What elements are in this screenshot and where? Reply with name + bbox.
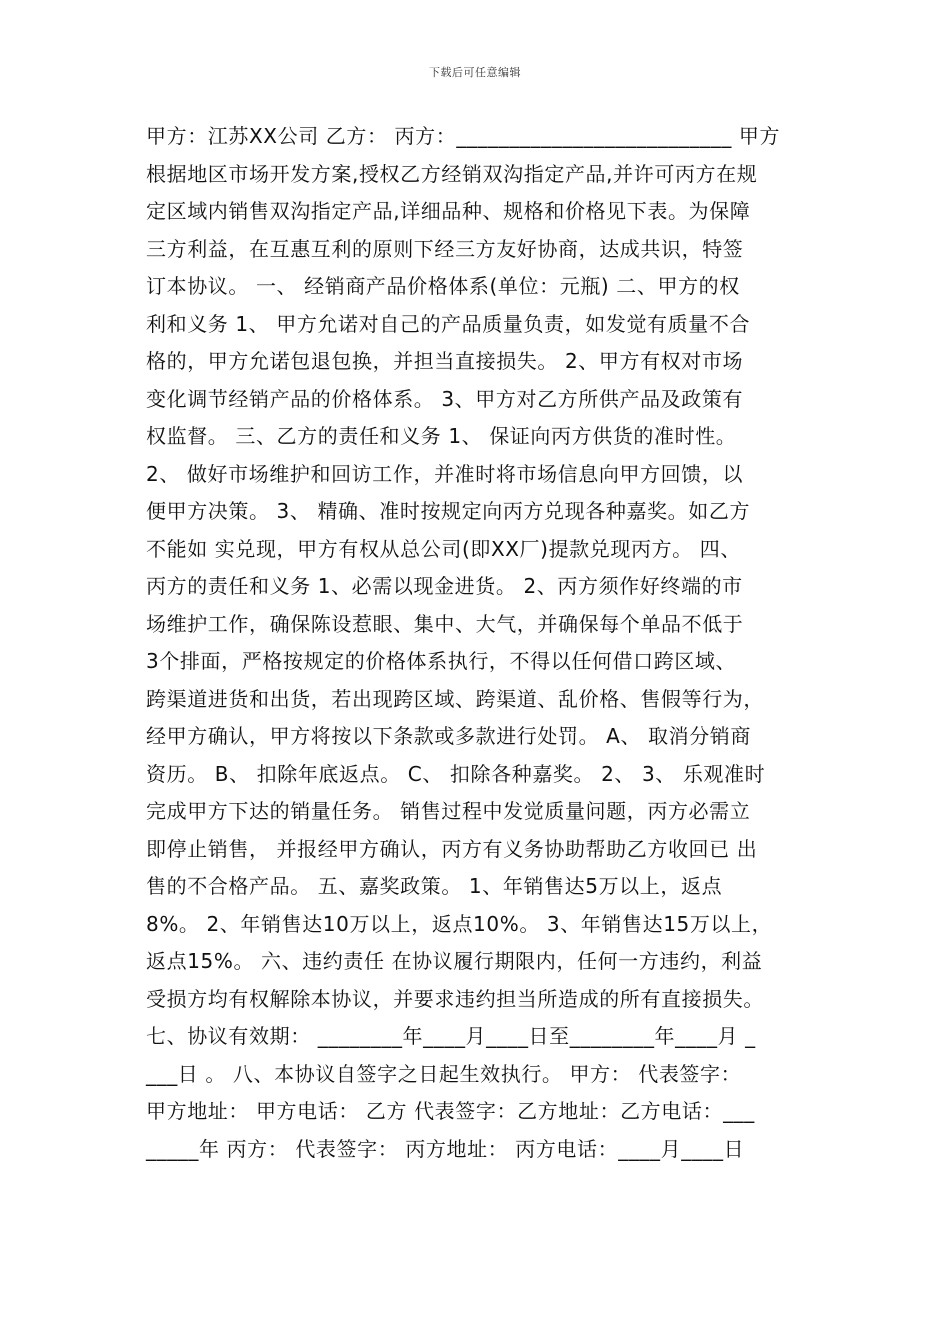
- contract-line-24: 受损方均有权解除本协议，并要求违约担当所造成的所有直接损失。: [146, 986, 764, 1011]
- contract-line-1: 甲方：江苏XX公司 乙方： 丙方：__________________________ 甲方: [146, 124, 781, 148]
- contract-line-14: 场维护工作，确保陈设惹眼、集中、大气，并确保每个单品不低于: [146, 611, 744, 636]
- contract-body: [146, 118, 810, 1168]
- contract-line-7: 格的，甲方允诺包退包换，并担当直接损失。 2、甲方有权对市场: [146, 349, 744, 373]
- contract-line-28: _____年 丙方： 代表签字： 丙方地址： 丙方电话：____月____日: [146, 1136, 745, 1161]
- contract-line-11: 便甲方决策。 3、 精确、准时按规定向丙方兑现各种嘉奖。如乙方: [146, 499, 751, 523]
- contract-line-21: 售的不合格产品。 五、嘉奖政策。 1、年销售达5万以上，返点: [146, 874, 723, 898]
- contract-line-22: 8%。 2、年销售达10万以上，返点10%。 3、年销售达15万以上，: [146, 911, 773, 936]
- contract-line-18: 资历。 B、 扣除年底返点。 C、 扣除各种嘉奖。 2、 3、 乐观准时: [146, 761, 766, 786]
- contract-line-6: 利和义务 1、 甲方允诺对自己的产品质量负责，如发觉有质量不合: [146, 311, 751, 336]
- contract-line-20: 即停止销售， 并报经甲方确认，丙方有义务协助帮助乙方收回已 出: [146, 836, 758, 861]
- contract-line-27: 甲方地址： 甲方电话： 乙方 代表签字：乙方地址：乙方电话：___: [146, 1099, 755, 1123]
- contract-line-19: 完成甲方下达的销量任务。 销售过程中发觉质量问题，丙方必需立: [146, 799, 751, 823]
- contract-line-15: 3个排面，严格按规定的价格体系执行，不得以任何借口跨区域、: [146, 649, 737, 673]
- contract-line-13: 丙方的责任和义务 1、必需以现金进货。 2、丙方须作好终端的市: [146, 574, 743, 598]
- contract-line-16: 跨渠道进货和出货，若出现跨区域、跨渠道、乱价格、售假等行为，: [146, 686, 764, 711]
- contract-line-8: 变化调节经销产品的价格体系。 3、甲方对乙方所供产品及政策有: [146, 386, 744, 411]
- contract-line-3: 定区域内销售双沟指定产品,详细品种、规格和价格见下表。为保障: [146, 199, 751, 223]
- contract-line-2: 根据地区市场开发方案,授权乙方经销双沟指定产品,并许可丙方在规: [146, 161, 758, 186]
- contract-line-12: 不能如 实兑现，甲方有权从总公司(即XX厂)提款兑现丙方。 四、: [146, 536, 741, 561]
- page-header-note: 下载后可任意编辑: [429, 66, 521, 79]
- contract-line-23: 返点15%。 六、违约责任 在协议履行期限内，任何一方违约，利益: [146, 949, 763, 973]
- contract-line-17: 经甲方确认，甲方将按以下条款或多款进行处罚。 A、 取消分销商: [146, 724, 751, 748]
- contract-line-9: 权监督。 三、乙方的责任和义务 1、 保证向丙方供货的准时性。: [146, 424, 737, 448]
- contract-line-26: ___日 。 八、本协议自签字之日起生效执行。 甲方： 代表签字：: [146, 1061, 742, 1086]
- contract-line-25: 七、协议有效期： ________年____月____日至________年____月 _: [146, 1024, 756, 1048]
- contract-line-10: 2、 做好市场维护和回访工作，并准时将市场信息向甲方回馈，以: [146, 461, 744, 486]
- contract-line-5: 订本协议。 一、 经销商产品价格体系(单位：元瓶) 二、甲方的权: [146, 274, 740, 298]
- contract-line-4: 三方利益，在互惠互利的原则下经三方友好协商，达成共识，特签: [146, 236, 744, 261]
